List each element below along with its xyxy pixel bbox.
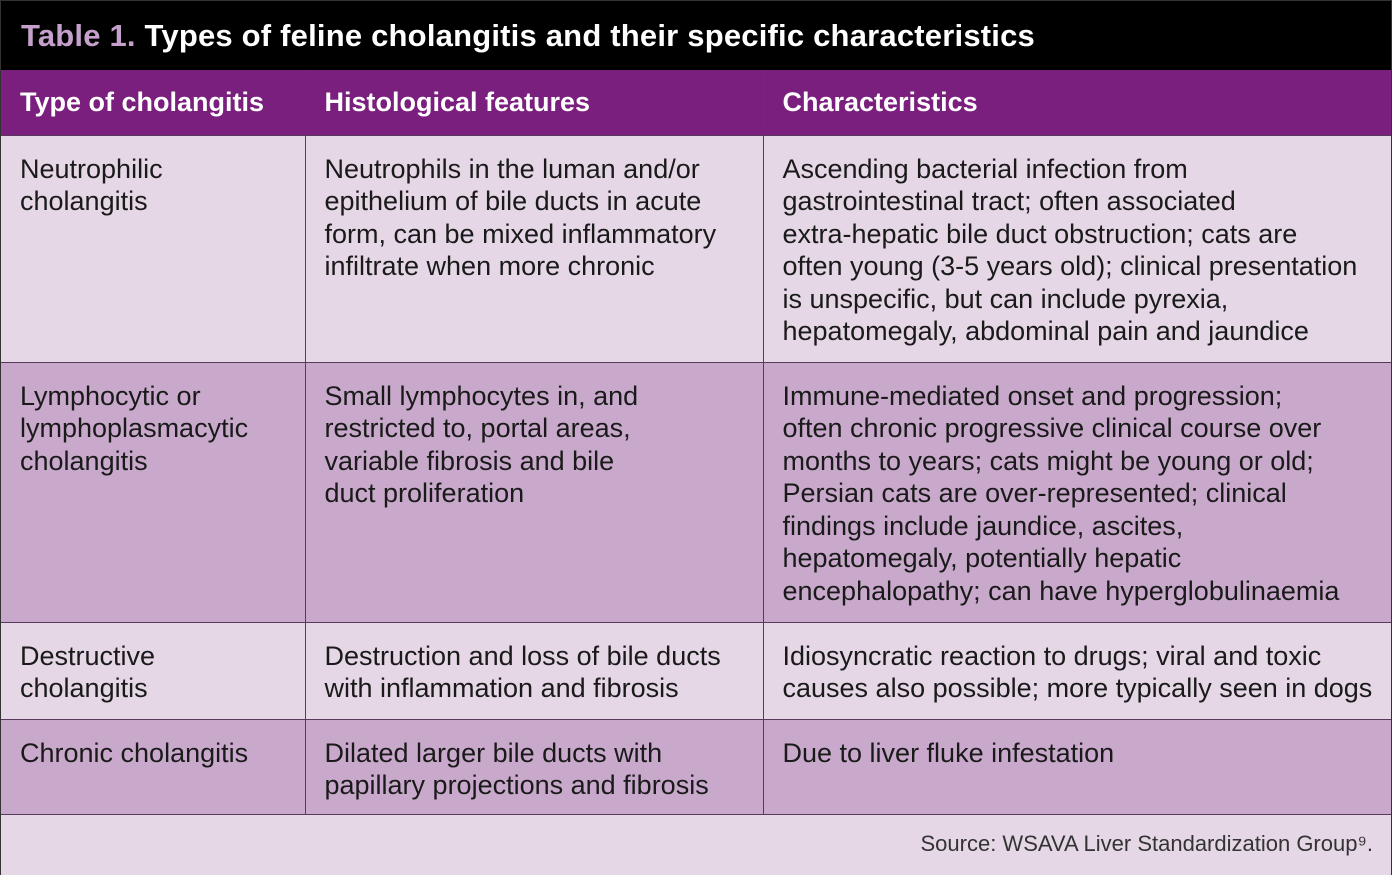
source-note: Source: WSAVA Liver Standardization Group⁹. [920,831,1373,856]
cell-characteristics: Ascending bacterial infection from gastrointestinal tract; often associated extra-hepatic bile duct obstruction; cats are often young (3-5 years old); clinical presentation is unspecific, but can include pyrexia, hepatomegaly, abdominal pain and jaundice [763,135,1391,362]
cell-type: Neutrophilic cholangitis [1,135,305,362]
header-row [1,70,1391,135]
table-row [1,362,1391,622]
cell-characteristics: Idiosyncratic reaction to drugs; viral and toxic causes also possible; more typically seen in dogs [763,622,1391,719]
table-number: Table 1. [21,17,136,53]
cell-type: Lymphocytic or lymphoplasmacytic cholangitis [1,362,305,622]
cell-histological: Neutrophils in the luman and/or epithelium of bile ducts in acute form, can be mixed inflammatory infiltrate when more chronic [305,135,763,362]
cholangitis-table [1,70,1391,815]
table-row [1,719,1391,815]
cell-histological: Dilated larger bile ducts with papillary projections and fibrosis [305,719,763,815]
table-row [1,622,1391,719]
cell-characteristics: Immune-mediated onset and progression; often chronic progressive clinical course over months to years; cats might be young or old; Persian cats are over-represented; clinical findings include jaundice, ascites, hepatomegaly, potentially hepatic encephalopathy; can have hyperglobulinaemia [763,362,1391,622]
header-characteristics: Characteristics [763,70,1391,135]
cell-characteristics: Due to liver fluke infestation [763,719,1391,815]
cell-histological: Small lymphocytes in, and restricted to, portal areas, variable fibrosis and bile duct proliferation [305,362,763,622]
cell-type: Chronic cholangitis [1,719,305,815]
table-caption: Types of feline cholangitis and their specific characteristics [135,17,1035,53]
source-footer [1,814,1391,875]
table-row [1,135,1391,362]
table-title [21,18,1035,54]
cell-histological: Destruction and loss of bile ducts with inflammation and fibrosis [305,622,763,719]
cell-type: Destructive cholangitis [1,622,305,719]
title-bar [1,1,1391,70]
header-type: Type of cholangitis [1,70,305,135]
header-histological: Histological features [305,70,763,135]
